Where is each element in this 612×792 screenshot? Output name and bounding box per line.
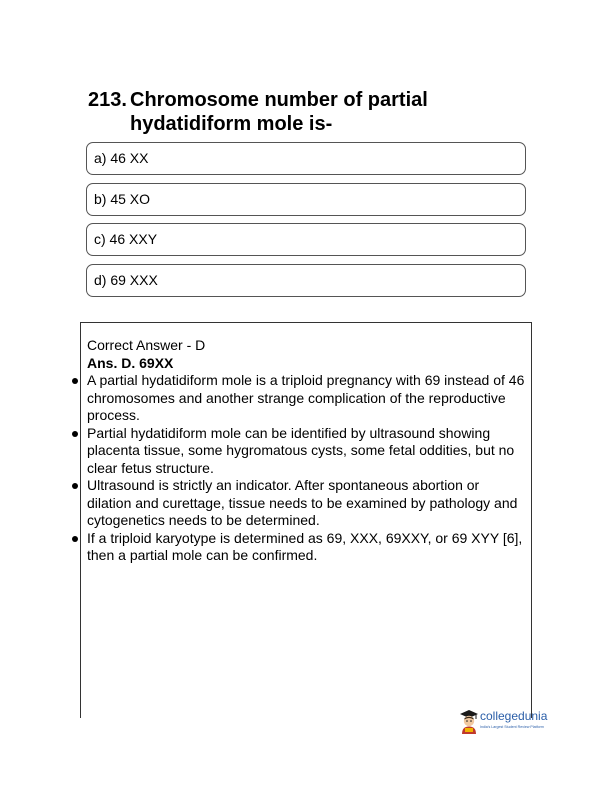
bullet-item — [87, 372, 527, 425]
option-d[interactable]: d) 69 XXX — [86, 264, 526, 297]
bullet-text: Ultrasound is strictly an indicator. After spontaneous abortion or dilation and curettage, tissue needs to be examined by pathology and cytogenetics needs to be determined. — [87, 477, 518, 528]
answer-explanation — [87, 337, 527, 565]
bullet-icon — [72, 431, 78, 437]
bullet-item — [87, 425, 527, 478]
explanation-bullets — [87, 372, 527, 565]
graduate-mascot-icon — [458, 708, 480, 734]
question-number: 213. — [88, 89, 127, 111]
bullet-text: A partial hydatidiform mole is a triploid pregnancy with 69 instead of 46 chromosomes and another strange complication of the reproductive process. — [87, 372, 525, 423]
correct-answer-line: Correct Answer - D — [87, 337, 206, 353]
bullet-icon — [72, 536, 78, 542]
bullet-item — [87, 530, 527, 565]
option-b[interactable]: b) 45 XO — [86, 183, 526, 216]
logo-name: collegedunia — [480, 709, 548, 723]
answer-label: Ans. D. 69XX — [87, 354, 174, 371]
option-c[interactable]: c) 46 XXY — [86, 223, 526, 256]
collegedunia-logo — [458, 706, 562, 740]
options-list — [86, 142, 526, 304]
question-heading — [88, 88, 528, 136]
bullet-icon — [72, 483, 78, 489]
bullet-text: If a triploid karyotype is determined as 69, XXX, 69XXY, or 69 XYY [6], then a partial mole can be confirmed. — [87, 529, 523, 563]
logo-tagline: India's Largest Student Review Platform — [480, 725, 544, 729]
question-text: Chromosome number of partial hydatidiform mole is- — [130, 89, 428, 135]
option-a[interactable]: a) 46 XX — [86, 142, 526, 175]
bullet-icon — [72, 378, 78, 384]
bullet-text: Partial hydatidiform mole can be identified by ultrasound showing placenta tissue, some hygromatous cysts, some fetal oddities, but no clear fetus structure. — [87, 424, 515, 476]
bullet-item — [87, 477, 527, 530]
